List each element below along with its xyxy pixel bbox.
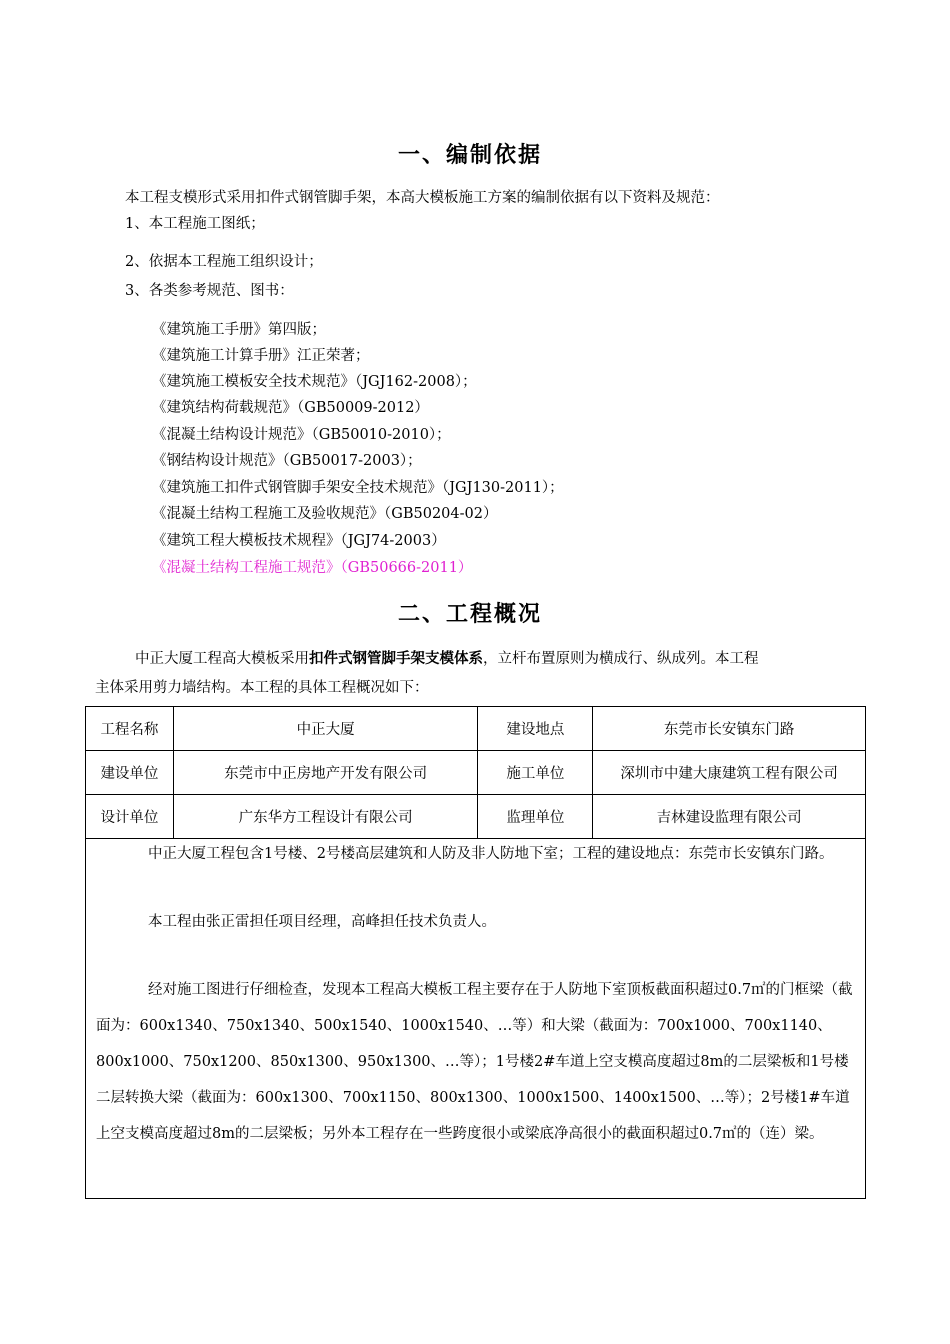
reference-item: 《建筑施工计算手册》江正荣著； xyxy=(152,348,370,364)
table-cell-value: 东莞市中正房地产开发有限公司 xyxy=(173,751,478,795)
table-cell-label: 工程名称 xyxy=(86,707,174,751)
section2-title: 二、工程概况 xyxy=(398,602,543,627)
table-cell-value: 吉林建设监理有限公司 xyxy=(593,795,866,839)
reference-item: 《混凝土结构设计规范》（GB50010-2010）； xyxy=(152,427,451,443)
basis-item-3: 3、各类参考规范、图书： xyxy=(125,283,294,299)
reference-item: 《建筑施工模板安全技术规范》（JGJ162-2008）； xyxy=(152,374,477,390)
table-row xyxy=(86,707,866,751)
project-info-table xyxy=(85,706,866,839)
section2-intro xyxy=(135,649,759,669)
table-cell-value: 深圳市中建大康建筑工程有限公司 xyxy=(593,751,866,795)
table-cell-label: 建设单位 xyxy=(86,751,174,795)
table-cell-label: 施工单位 xyxy=(478,751,593,795)
table-cell-label: 监理单位 xyxy=(478,795,593,839)
reference-item: 《建筑工程大模板技术规程》（JGJ74-2003） xyxy=(152,533,446,549)
table-cell-value: 东莞市长安镇东门路 xyxy=(593,707,866,751)
reference-item: 《建筑施工手册》第四版； xyxy=(152,322,326,338)
section1-title: 一、编制依据 xyxy=(398,143,543,168)
description-paragraph-2: 本工程由张正雷担任项目经理，高峰担任技术负责人。 xyxy=(148,914,496,930)
reference-item: 《建筑施工扣件式钢管脚手架安全技术规范》（JGJ130-2011）； xyxy=(152,480,564,496)
table-row xyxy=(86,751,866,795)
reference-item: 《钢结构设计规范》（GB50017-2003）； xyxy=(152,453,422,469)
reference-item: 《混凝土结构工程施工及验收规范》（GB50204-02） xyxy=(152,506,498,522)
basis-item-2: 2、依据本工程施工组织设计； xyxy=(125,254,323,270)
table-cell-value: 广东华方工程设计有限公司 xyxy=(173,795,478,839)
description-paragraph-1: 中正大厦工程包含1号楼、2号楼高层建筑和人防及非人防地下室；工程的建设地点：东莞市长安镇东门路。 xyxy=(148,846,834,862)
table-cell-label: 设计单位 xyxy=(86,795,174,839)
section2-intro-bold: 扣件式钢管脚手架支模体系 xyxy=(309,650,483,667)
section2-intro-part1: 中正大厦工程高大模板采用 xyxy=(135,651,309,667)
section2-intro-part2: ，立杆布置原则为横成行、纵成列。本工程 xyxy=(483,651,759,667)
description-paragraph-3: 经对施工图进行仔细检查，发现本工程高大模板工程主要存在于人防地下室顶板截面积超过0.7㎡的门框梁（截面为：600x1340、750x1340、500x1540、1000x1540、…等）和大梁（截面为：700x1000、700x1140、800x1000、750x1200、850x1300、950x1300、…等）；1号楼2#车道上空支模高度超过8m的二层梁板和1号楼二层转换大梁（截面为：600x1300、700x1150、800x1300、1000x1500、1400x1500、…等）；2号楼1#车道上空支模高度超过8m的二层梁板；另外本工程存在一些跨度很小或梁底净高很小的截面积超过0.7㎡的（连）梁。 xyxy=(96,982,853,1142)
table-cell-label: 建设地点 xyxy=(478,707,593,751)
project-description-box xyxy=(85,836,866,1199)
table-cell-value: 中正大厦 xyxy=(173,707,478,751)
section1-intro: 本工程支模形式采用扣件式钢管脚手架，本高大模板施工方案的编制依据有以下资料及规范： xyxy=(125,190,720,206)
reference-item: 《建筑结构荷载规范》（GB50009-2012） xyxy=(152,400,429,416)
reference-item-highlighted: 《混凝土结构工程施工规范》（GB50666-2011） xyxy=(152,560,473,576)
table-row xyxy=(86,795,866,839)
section2-intro-line2: 主体采用剪力墙结构。本工程的具体工程概况如下： xyxy=(95,680,429,696)
basis-item-1: 1、本工程施工图纸； xyxy=(125,216,265,232)
